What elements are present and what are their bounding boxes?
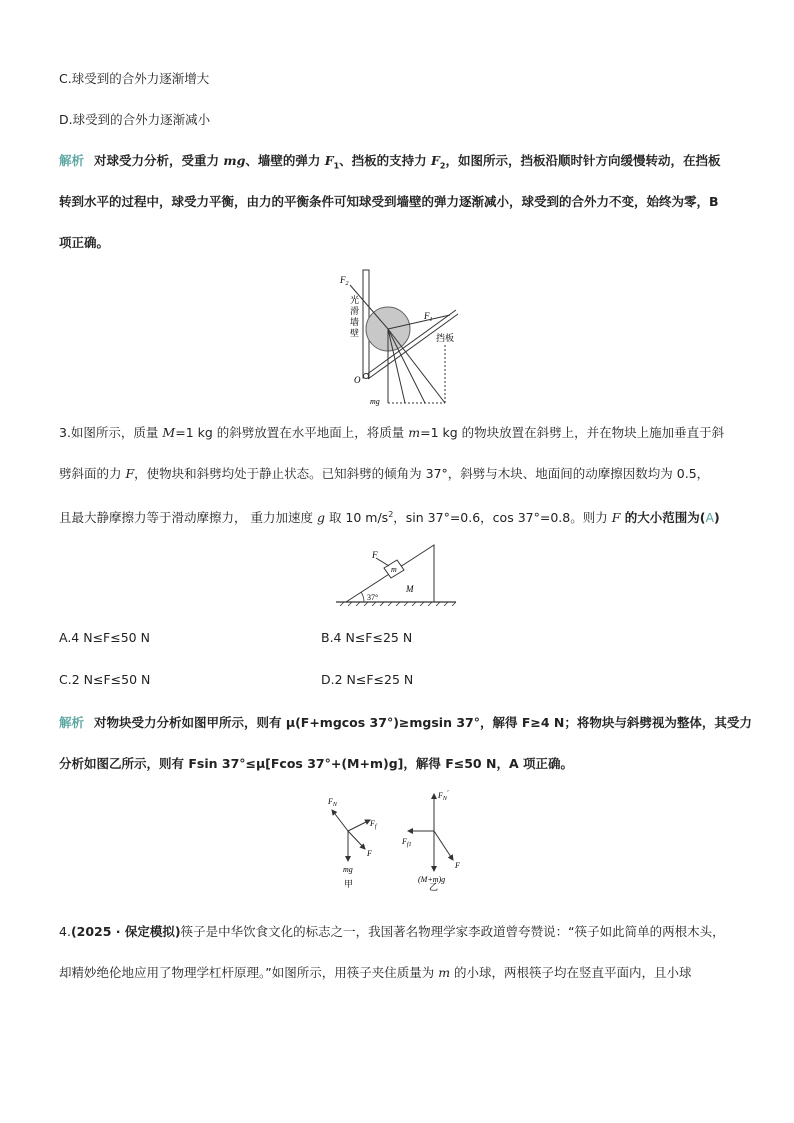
force-diagrams bbox=[318, 786, 478, 891]
jia-ff-label: $F_f$ bbox=[370, 819, 377, 830]
q3-explanation-line-2: 分析如图乙所示，则有 Fsin 37°≤μ[Fcos 37°+(M+m)g]，解得 F≤50 N，A 项正确。 bbox=[59, 756, 573, 771]
yi-fn-label: $F_N'$ bbox=[438, 789, 449, 802]
stem-text: =1 kg 的斜劈放置在水平地面上，将质量 bbox=[175, 425, 409, 440]
stem-text: 劈斜面的力 bbox=[59, 466, 126, 481]
option-d: D.球受到的合外力逐渐减小 bbox=[59, 112, 211, 127]
stem-var-m: m bbox=[408, 425, 421, 440]
f2-label: $F_2$ bbox=[340, 275, 349, 287]
jia-caption: 甲 bbox=[344, 879, 354, 889]
q3-explanation-line-1 bbox=[59, 714, 752, 732]
q3-stem-line-3 bbox=[59, 506, 720, 527]
stem-text: 4. bbox=[59, 924, 71, 939]
yi-f-label: F bbox=[455, 861, 460, 870]
stem-text: 的小球，两根筷子均在竖直平面内，且小球 bbox=[450, 965, 692, 980]
jiexi-label: 解析 bbox=[59, 153, 85, 168]
answer-letter: A bbox=[705, 510, 715, 526]
wedge-figure bbox=[334, 540, 459, 610]
mg-label: mg bbox=[370, 397, 380, 406]
q4-stem-line-1 bbox=[59, 923, 725, 941]
yi-caption: 乙 bbox=[429, 882, 439, 891]
wall-ball-figure bbox=[330, 265, 470, 410]
exp-text: ，如图所示，挡板沿顺时针方向缓慢转动，在挡板 bbox=[445, 153, 721, 168]
jia-mg-label: mg bbox=[343, 865, 353, 874]
exp-text: 对球受力分析，受重力 bbox=[94, 153, 224, 168]
stem-text: ，使物块和斜劈均处于静止状态。已知斜劈的倾角为 37°，斜劈与木块、地面间的动摩擦因数均为 0.5， bbox=[134, 466, 710, 481]
wedge-M-label: M bbox=[406, 584, 414, 594]
exp-text: 、挡板的支持力 bbox=[339, 153, 432, 168]
stem-text: 的大小范围为( bbox=[620, 510, 706, 526]
stem-var-M: M bbox=[162, 425, 176, 440]
wall-label-2: 滑 bbox=[350, 306, 360, 316]
stem-text: =1 kg 的物块放置在斜劈上，并在物块上施加垂直于斜 bbox=[420, 425, 725, 440]
stem-text: ) bbox=[714, 510, 720, 526]
jia-f-label: F bbox=[367, 849, 372, 858]
q4-stem-line-2 bbox=[59, 964, 692, 982]
q3-stem-line-1 bbox=[59, 424, 724, 442]
force-f-label: F bbox=[372, 550, 378, 560]
q2-explanation-line-2: 转到水平的过程中，球受力平衡，由力的平衡条件可知球受到墙壁的弹力逐渐减小，球受到的合外力不变，始终为零，B bbox=[59, 194, 719, 209]
stem-var-g: g bbox=[316, 510, 325, 526]
q2-explanation-line-1 bbox=[59, 152, 720, 176]
exp-var-mg: mg bbox=[223, 153, 246, 168]
angle-label: 37° bbox=[367, 593, 379, 602]
jia-fn-label: $F_N$ bbox=[328, 797, 337, 808]
source-tag: (2025 · 保定模拟) bbox=[70, 924, 181, 939]
stem-text: ，sin 37°=0.6，cos 37°=0.8。则力 bbox=[393, 510, 612, 526]
board-label: 挡板 bbox=[436, 333, 455, 343]
stem-sup: 2 bbox=[388, 510, 394, 519]
stem-var-F: F bbox=[611, 510, 621, 526]
stem-var-m: m bbox=[438, 965, 451, 980]
stem-text: 且最大静摩擦力等于滑动摩擦力， 重力加速度 bbox=[59, 510, 317, 526]
exp-text: 、墙壁的弹力 bbox=[245, 153, 325, 168]
stem-text: 筷子是中华饮食文化的标志之一，我国著名物理学家李政道曾夸赞说：“筷子如此简单的两根木头， bbox=[180, 924, 725, 939]
exp-var-f2: F bbox=[431, 153, 440, 168]
option-c: C.球受到的合外力逐渐增大 bbox=[59, 71, 210, 86]
wall-label-1: 光 bbox=[350, 295, 360, 305]
yi-mg-label: (M+m)g bbox=[418, 875, 446, 884]
stem-text: 3.如图所示，质量 bbox=[59, 425, 163, 440]
block-m-label: m bbox=[391, 565, 397, 574]
wall-label-3: 墙 bbox=[350, 317, 360, 327]
jiexi-label: 解析 bbox=[59, 715, 85, 730]
stem-var-F: F bbox=[125, 466, 135, 481]
exp-text: 对物块受力分析如图甲所示，则有 μ(F+mgcos 37°)≥mgsin 37°，解得 F≥4 N；将物块与斜劈视为整体，其受力 bbox=[94, 715, 752, 730]
option-d: D.2 N≤F≤25 N bbox=[321, 672, 414, 687]
option-b: B.4 N≤F≤25 N bbox=[321, 630, 413, 645]
q3-stem-line-2 bbox=[59, 465, 709, 483]
q2-explanation-line-3: 项正确。 bbox=[59, 235, 110, 250]
o-label: O bbox=[354, 375, 361, 385]
diagram-jia bbox=[327, 797, 378, 889]
yi-ff-label: $F_{f1}$ bbox=[402, 837, 412, 848]
wall-label-4: 壁 bbox=[350, 328, 360, 338]
diagram-yi bbox=[401, 789, 460, 891]
stem-text: 却精妙绝伦地应用了物理学杠杆原理。”如图所示，用筷子夹住质量为 bbox=[59, 965, 439, 980]
exp-var-f1: F bbox=[324, 153, 334, 168]
stem-text: 取 10 m/s bbox=[324, 510, 389, 526]
exp-sub: 2 bbox=[439, 161, 446, 171]
f1-label: $F_1$ bbox=[424, 311, 433, 323]
option-c: C.2 N≤F≤50 N bbox=[59, 672, 151, 687]
option-a: A.4 N≤F≤50 N bbox=[59, 630, 150, 645]
exp-sub: 1 bbox=[333, 161, 340, 171]
